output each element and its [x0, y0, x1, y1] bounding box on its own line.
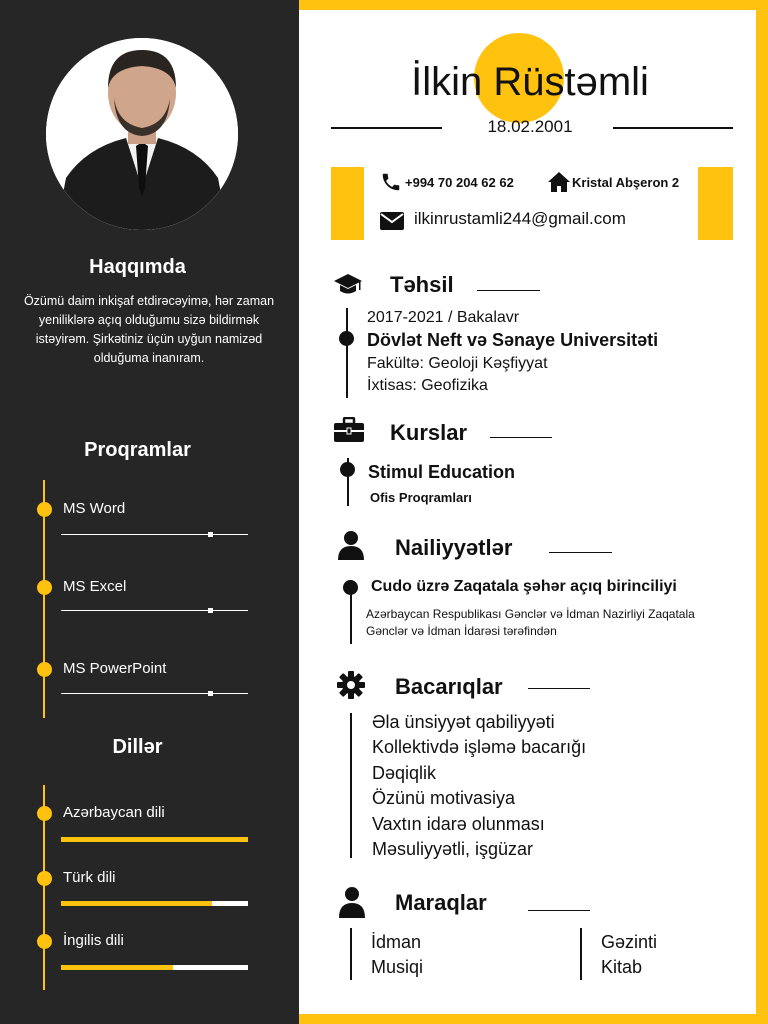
- course-detail: Ofis Proqramları: [370, 490, 472, 505]
- language-label-en: İngilis dili: [63, 932, 124, 949]
- skills-rule: [528, 688, 590, 689]
- phone-number: +994 70 204 62 62: [405, 175, 514, 190]
- graduation-cap-icon: [333, 272, 363, 296]
- language-dot: [37, 934, 52, 949]
- language-level-az: [61, 837, 248, 842]
- achievements-dot: [343, 580, 358, 595]
- date-of-birth: 18.02.2001: [487, 117, 573, 136]
- program-level-powerpoint: [208, 691, 213, 696]
- program-bar-word: [61, 534, 248, 535]
- language-level-tr: [61, 901, 212, 906]
- skill-item: Vaxtın idarə olunması: [372, 813, 545, 834]
- main-paper: [299, 10, 756, 1014]
- address: Kristal Abşeron 2: [572, 175, 680, 190]
- program-label-word: MS Word: [63, 500, 126, 517]
- education-period: 2017-2021 / Bakalavr: [367, 309, 520, 326]
- briefcase-icon: [333, 417, 365, 443]
- gear-icon: [337, 671, 365, 699]
- about-title: Haqqımda: [89, 256, 186, 278]
- achievement-detail-line2: Gənclər və İdman İdarəsi tərəfindən: [366, 624, 557, 638]
- contact-accent-right: [698, 167, 733, 240]
- skill-item: Kollektivdə işləmə bacarığı: [372, 737, 587, 758]
- courses-rule: [490, 437, 552, 438]
- skill-item: Əla ünsiyyət qabiliyyəti: [372, 712, 555, 732]
- education-rule: [477, 290, 540, 291]
- program-dot: [37, 580, 52, 595]
- achievement-name: Cudo üzrə Zaqatala şəhər açıq birinciliyi: [371, 578, 677, 595]
- interests-divider-left: [350, 928, 352, 980]
- program-bar-excel: [61, 610, 248, 611]
- interest-item: Kitab: [601, 957, 643, 977]
- email-icon: [380, 212, 404, 230]
- courses-dot: [340, 462, 355, 477]
- person-icon: [338, 886, 366, 918]
- program-level-word: [208, 532, 213, 537]
- phone-icon: [380, 171, 402, 193]
- program-label-powerpoint: MS PowerPoint: [63, 660, 167, 677]
- candidate-name: İlkin Rüstəmli: [411, 60, 649, 104]
- language-bar-az: [61, 837, 248, 842]
- language-label-az: Azərbaycan dili: [63, 804, 165, 821]
- program-dot: [37, 662, 52, 677]
- program-dot: [37, 502, 52, 517]
- skill-item: Məsuliyyətli, işgüzar: [372, 839, 534, 860]
- about-text: Özümü daim inkişaf etdirəcəyimə, hər zaman yeniliklərə açıq olduğumu sizə bildirmək istəyirəm. Şirkətiniz üçün uyğun namizəd olduğuma inanıram.: [23, 294, 275, 365]
- skill-item: Dəqiqlik: [372, 762, 437, 783]
- skills-timeline: [350, 713, 352, 858]
- skills-list: [372, 710, 586, 862]
- achievements-title: Nailiyyətlər: [395, 535, 513, 560]
- education-specialty: İxtisas: Geofizika: [367, 377, 488, 394]
- interest-item: İdman: [371, 932, 422, 952]
- courses-title: Kurslar: [390, 420, 468, 445]
- education-university: Dövlət Neft və Sənaye Universitəti: [367, 330, 659, 350]
- skills-title: Bacarıqlar: [395, 674, 503, 699]
- language-bar-en: [61, 965, 248, 970]
- languages-title: Dillər: [112, 736, 163, 758]
- interests-col1: [371, 930, 423, 980]
- language-label-tr: Türk dili: [63, 869, 116, 886]
- programs-title: Proqramlar: [84, 439, 191, 461]
- profile-photo: [46, 38, 238, 230]
- education-dot: [339, 331, 354, 346]
- achievement-detail-line1: Azərbaycan Respublikası Gənclər və İdman Nazirliyi Zaqatala: [366, 607, 695, 621]
- education-title: Təhsil: [390, 272, 454, 297]
- interests-col2: [601, 930, 657, 980]
- education-timeline: [346, 308, 348, 398]
- language-dot: [37, 871, 52, 886]
- email: ilkinrustamli244@gmail.com: [414, 209, 626, 228]
- header-rule-left: [331, 127, 442, 129]
- interests-divider-mid: [580, 928, 582, 980]
- skill-item: Özünü motivasiya: [372, 788, 516, 809]
- header-rule-right: [613, 127, 733, 129]
- language-bar-tr: [61, 901, 248, 906]
- language-level-en: [61, 965, 173, 970]
- program-label-excel: MS Excel: [63, 578, 127, 595]
- achievements-rule: [549, 552, 612, 553]
- interests-title: Maraqlar: [395, 890, 487, 915]
- contact-accent-left: [331, 167, 364, 240]
- program-level-excel: [208, 608, 213, 613]
- education-faculty: Fakültə: Geoloji Kəşfiyyat: [367, 355, 548, 372]
- interests-rule: [528, 910, 590, 911]
- interest-item: Musiqi: [371, 957, 424, 977]
- course-name: Stimul Education: [368, 462, 516, 482]
- person-icon: [337, 530, 365, 560]
- language-dot: [37, 806, 52, 821]
- interest-item: Gəzinti: [601, 932, 658, 952]
- program-bar-powerpoint: [61, 693, 248, 694]
- home-icon: [547, 171, 571, 193]
